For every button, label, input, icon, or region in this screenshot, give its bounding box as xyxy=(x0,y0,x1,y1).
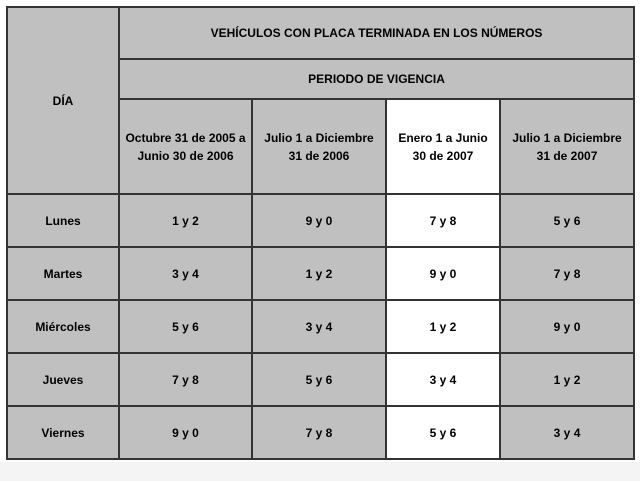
plate-digits-cell: 5 y 6 xyxy=(252,353,386,406)
table-row xyxy=(7,300,634,353)
day-cell: Lunes xyxy=(7,194,119,247)
title-row xyxy=(7,7,634,59)
plate-digits-cell: 5 y 6 xyxy=(386,406,500,459)
day-cell: Martes xyxy=(7,247,119,300)
table-title: VEHÍCULOS CON PLACA TERMINADA EN LOS NÚMEROS xyxy=(119,7,634,59)
day-cell: Miércoles xyxy=(7,300,119,353)
day-cell: Viernes xyxy=(7,406,119,459)
plate-digits-cell: 9 y 0 xyxy=(386,247,500,300)
plate-digits-cell: 7 y 8 xyxy=(252,406,386,459)
plate-digits-cell: 1 y 2 xyxy=(119,194,252,247)
plate-digits-cell: 5 y 6 xyxy=(119,300,252,353)
period-header: Octubre 31 de 2005 a Junio 30 de 2006 xyxy=(119,99,252,194)
plate-digits-cell: 7 y 8 xyxy=(386,194,500,247)
plate-digits-cell: 3 y 4 xyxy=(119,247,252,300)
plate-digits-cell: 9 y 0 xyxy=(500,300,634,353)
table-subtitle: PERIODO DE VIGENCIA xyxy=(119,59,634,99)
table-row xyxy=(7,247,634,300)
plate-digits-cell: 9 y 0 xyxy=(119,406,252,459)
plate-digits-cell: 3 y 4 xyxy=(500,406,634,459)
page-bottom-strip xyxy=(0,462,640,481)
day-cell: Jueves xyxy=(7,353,119,406)
period-header-current: Enero 1 a Junio 30 de 2007 xyxy=(386,99,500,194)
plate-digits-cell: 7 y 8 xyxy=(500,247,634,300)
pico-y-placa-table-container xyxy=(6,6,635,460)
plate-digits-cell: 1 y 2 xyxy=(386,300,500,353)
plate-digits-cell: 9 y 0 xyxy=(252,194,386,247)
table-row xyxy=(7,353,634,406)
table-row xyxy=(7,406,634,459)
plate-digits-cell: 3 y 4 xyxy=(386,353,500,406)
day-column-header: DÍA xyxy=(7,7,119,194)
period-header: Julio 1 a Diciembre 31 de 2007 xyxy=(500,99,634,194)
table-row xyxy=(7,194,634,247)
plate-digits-cell: 3 y 4 xyxy=(252,300,386,353)
plate-digits-cell: 1 y 2 xyxy=(500,353,634,406)
pico-y-placa-table xyxy=(6,6,635,460)
period-header: Julio 1 a Diciembre 31 de 2006 xyxy=(252,99,386,194)
plate-digits-cell: 7 y 8 xyxy=(119,353,252,406)
plate-digits-cell: 1 y 2 xyxy=(252,247,386,300)
plate-digits-cell: 5 y 6 xyxy=(500,194,634,247)
